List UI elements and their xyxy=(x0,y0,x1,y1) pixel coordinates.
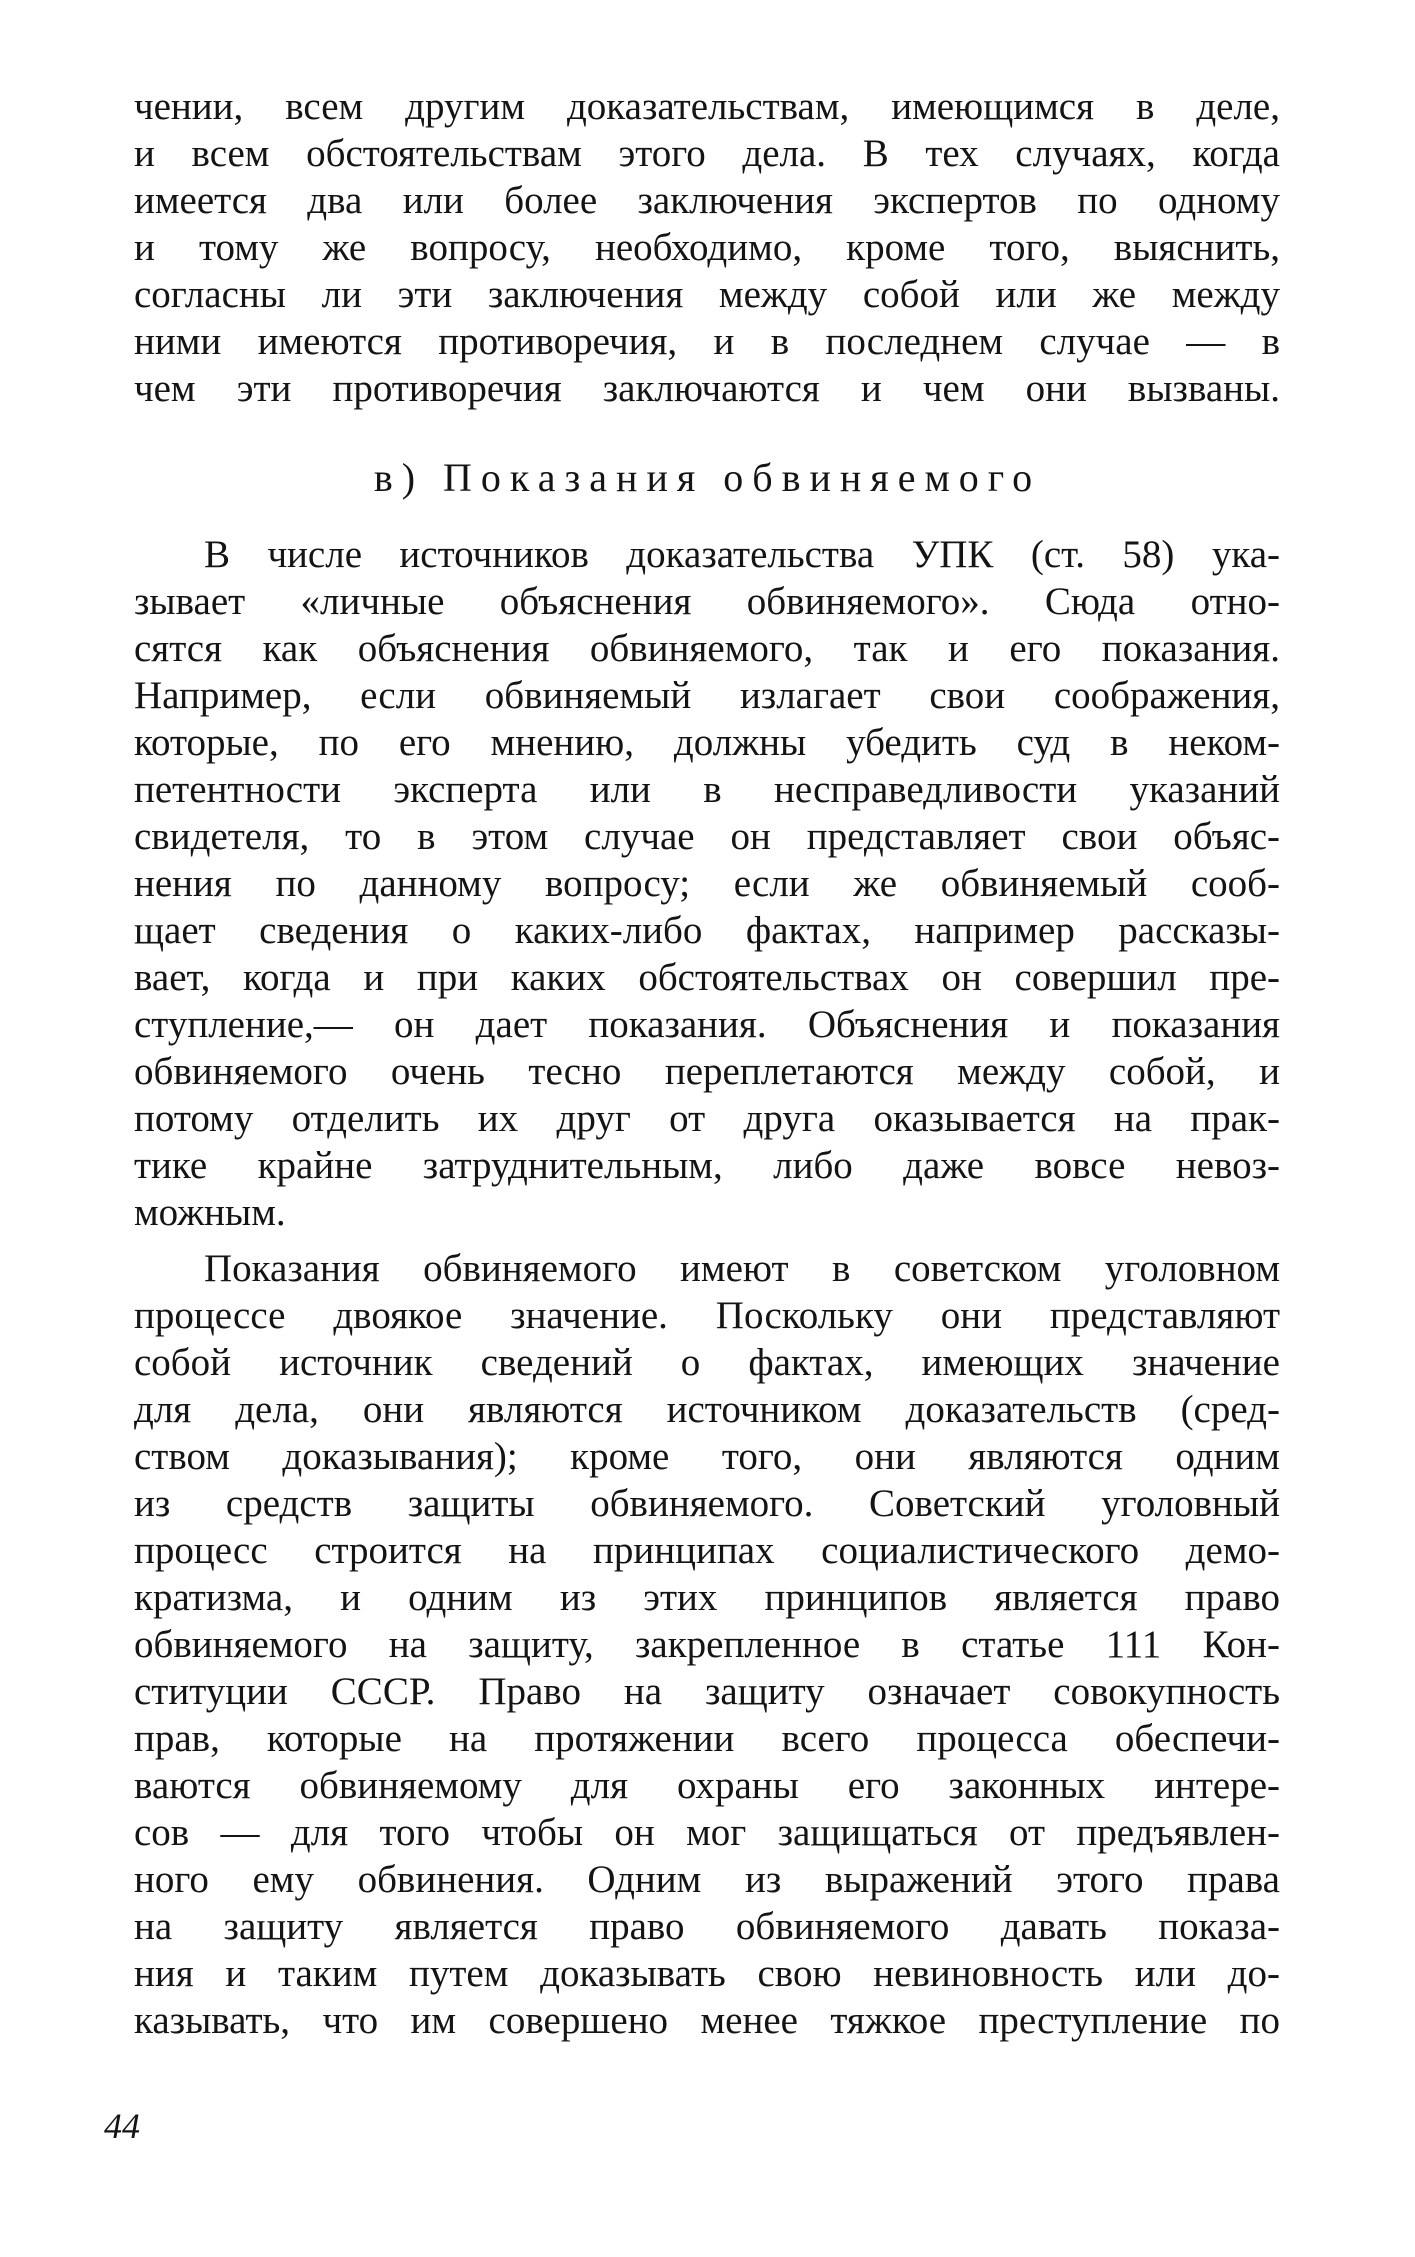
text-line: Показания обвиняемого имеют в советском уголовном xyxy=(204,1247,1280,1290)
text-line: кратизма, и одним из этих принципов является право xyxy=(134,1576,1280,1619)
page-number: 44 xyxy=(104,2106,140,2146)
text-line: обвиняемого очень тесно переплетаются между собой, и xyxy=(134,1050,1280,1093)
text-line: из средств защиты обвиняемого. Советский уголовный xyxy=(134,1482,1280,1525)
text-line: и тому же вопросу, необходимо, кроме того, выяснить, xyxy=(134,226,1280,269)
text-line: петентности эксперта или в несправедливости указаний xyxy=(134,768,1280,811)
text-line: для дела, они являются источником доказательств (сред- xyxy=(134,1388,1280,1431)
text-line: Например, если обвиняемый излагает свои соображения, xyxy=(134,674,1280,717)
text-line: можным. xyxy=(134,1191,286,1234)
text-line: сятся как объяснения обвиняемого, так и его показания. xyxy=(134,627,1280,670)
text-line: которые, по его мнению, должны убедить суд в неком- xyxy=(134,721,1280,764)
text-line: вает, когда и при каких обстоятельствах он совершил пре- xyxy=(134,956,1280,999)
text-line: процесс строится на принципах социалистического демо- xyxy=(134,1529,1280,1572)
text-line: согласны ли эти заключения между собой или же между xyxy=(134,273,1280,316)
text-line: свидетеля, то в этом случае он представляет свои объяс- xyxy=(134,815,1280,858)
text-line: имеется два или более заключения экспертов по одному xyxy=(134,179,1280,222)
text-line: нения по данному вопросу; если же обвиняемый сооб- xyxy=(134,862,1280,905)
text-line: ними имеются противоречия, и в последнем случае — в xyxy=(134,320,1280,363)
text-line: ваются обвиняемому для охраны его законных интере- xyxy=(134,1764,1280,1807)
text-line: щает сведения о каких-либо фактах, например рассказы- xyxy=(134,909,1280,952)
text-line: зывает «личные объяснения обвиняемого». Сюда отно- xyxy=(134,580,1280,623)
text-line: процессе двоякое значение. Поскольку они представляют xyxy=(134,1294,1280,1337)
text-line: ституции СССР. Право на защиту означает совокупность xyxy=(134,1670,1280,1713)
text-line: собой источник сведений о фактах, имеющих значение xyxy=(134,1341,1280,1384)
text-line: сов — для того чтобы он мог защищаться от предъявлен- xyxy=(134,1811,1280,1854)
text-line: тике крайне затруднительным, либо даже вовсе невоз- xyxy=(134,1144,1280,1187)
section-heading: в) Показания обвиняемого xyxy=(373,455,1042,500)
text-line: ступление,— он дает показания. Объяснения и показания xyxy=(134,1003,1280,1046)
text-line: прав, которые на протяжении всего процесса обеспечи- xyxy=(134,1717,1280,1760)
text-line: чении, всем другим доказательствам, имеющимся в деле, xyxy=(134,85,1280,128)
text-line: на защиту является право обвиняемого давать показа- xyxy=(134,1905,1280,1948)
text-line: ством доказывания); кроме того, они являются одним xyxy=(134,1435,1280,1478)
text-line: и всем обстоятельствам этого дела. В тех случаях, когда xyxy=(134,132,1280,175)
text-line: обвиняемого на защиту, закрепленное в статье 111 Кон- xyxy=(134,1623,1280,1666)
text-line: казывать, что им совершено менее тяжкое преступление по xyxy=(134,1999,1280,2042)
text-line: чем эти противоречия заключаются и чем они вызваны. xyxy=(134,367,1280,410)
text-line: ния и таким путем доказывать свою невиновность или до- xyxy=(134,1952,1280,1995)
text-line: потому отделить их друг от друга оказывается на прак- xyxy=(134,1097,1280,1140)
text-line: ного ему обвинения. Одним из выражений этого права xyxy=(134,1858,1280,1901)
text-line: В числе источников доказательства УПК (ст. 58) ука- xyxy=(204,533,1280,576)
